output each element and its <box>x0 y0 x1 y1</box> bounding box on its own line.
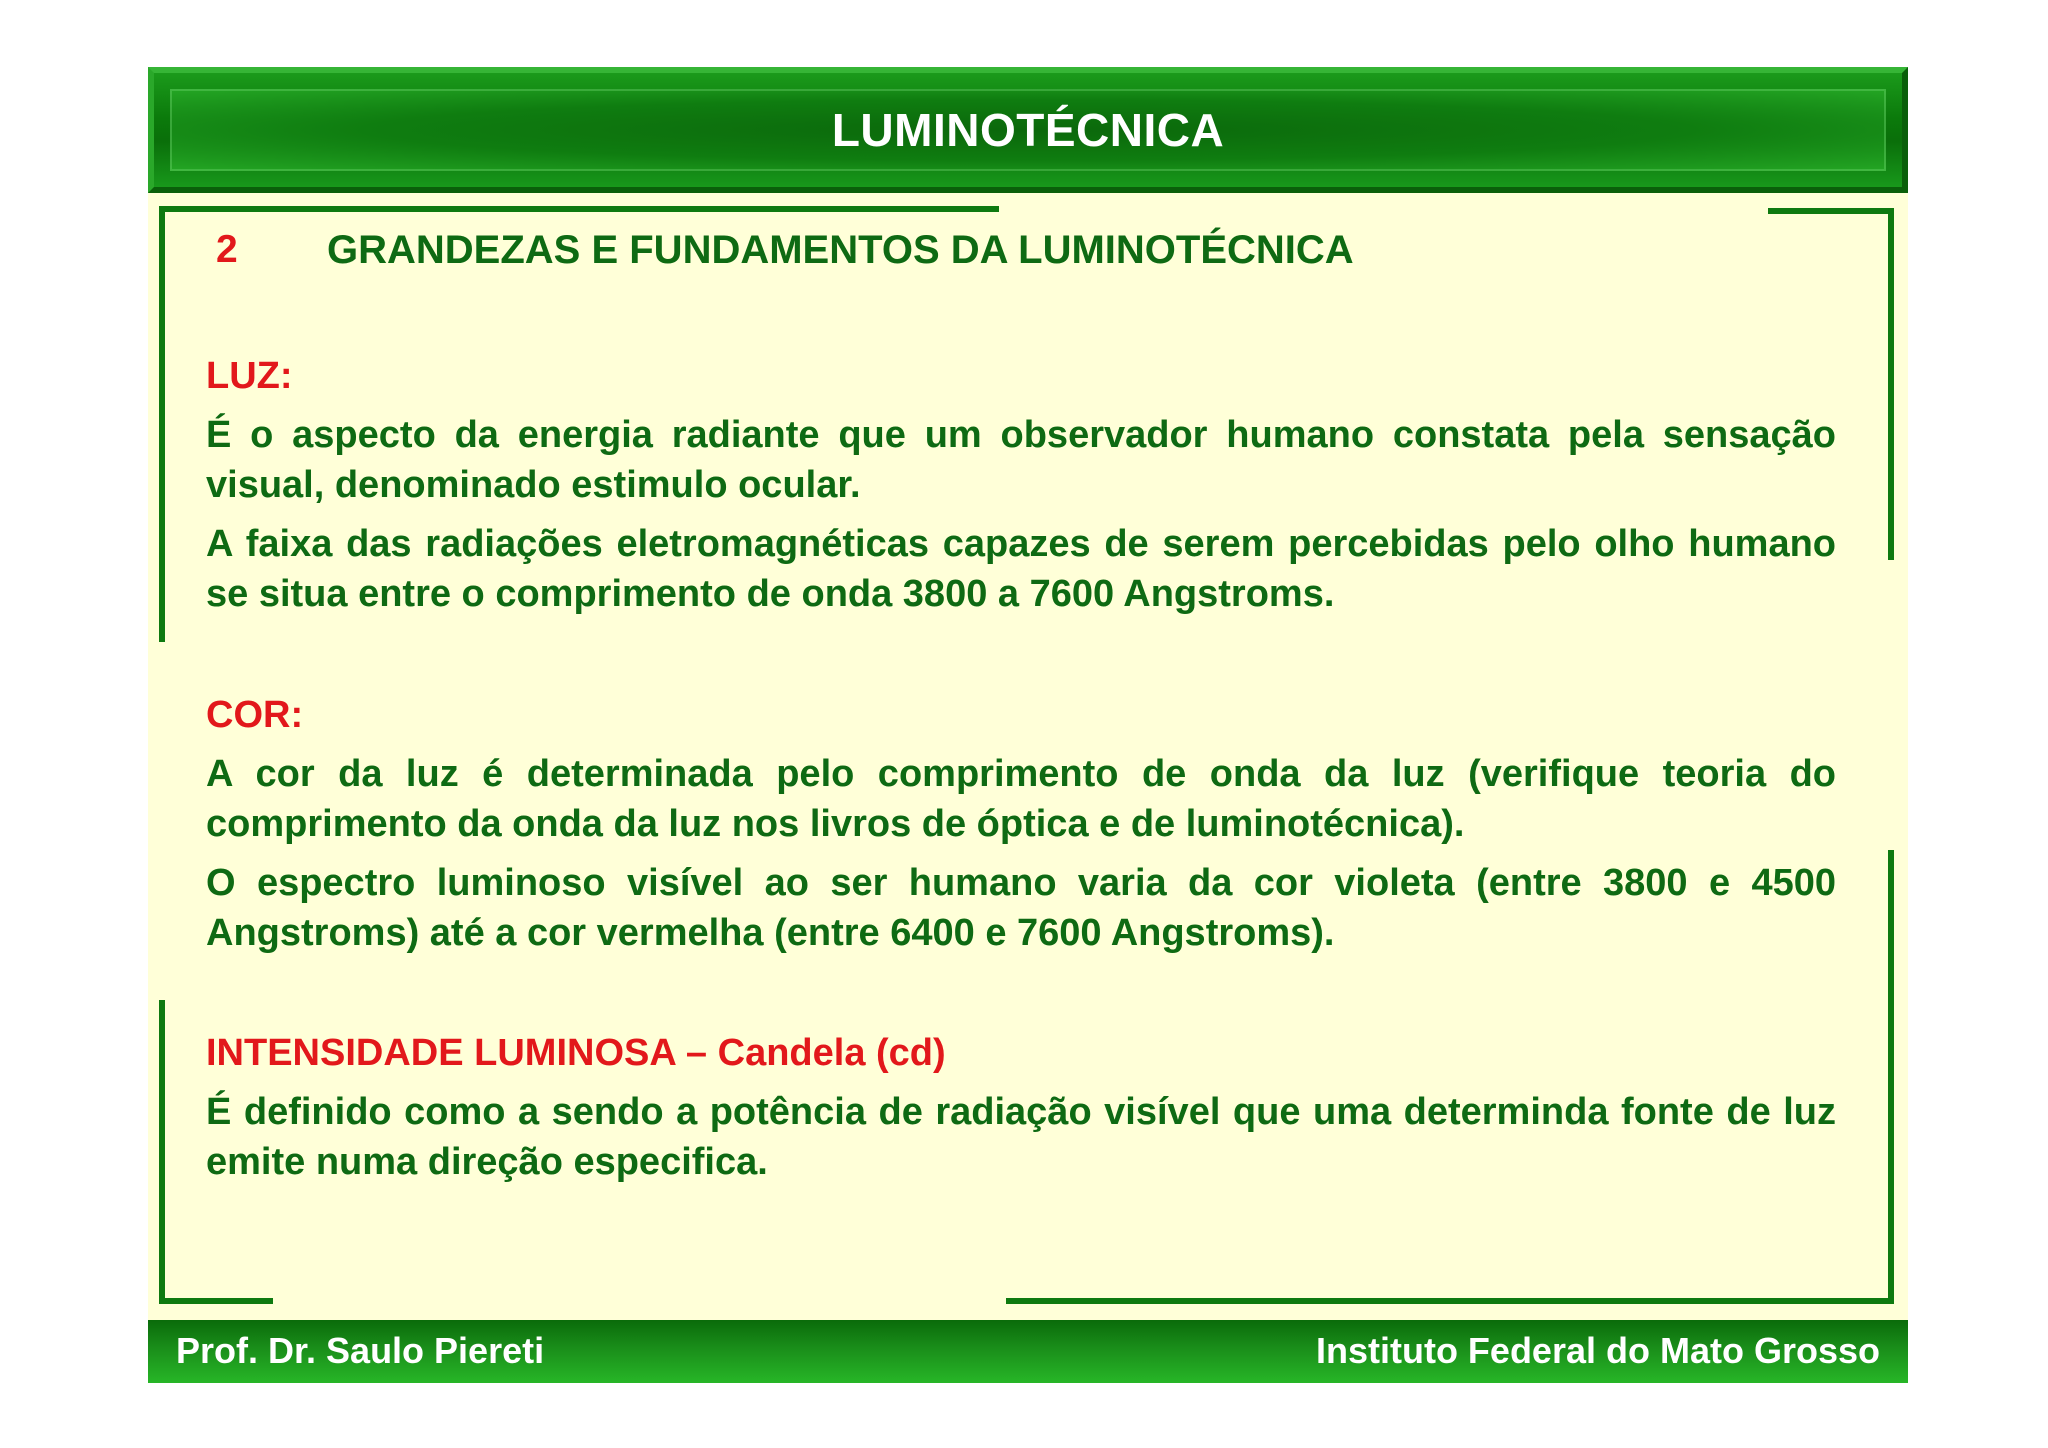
frame-left-upper <box>159 206 165 642</box>
header-panel <box>170 89 1886 171</box>
cor-paragraph-2: O espectro luminoso visível ao ser humano varia da cor violeta (entre 3800 e 4500 Angstroms) até a cor vermelha (entre 6400 e 7600 Angstroms). <box>206 862 1836 954</box>
footer-author: Prof. Dr. Saulo Piereti <box>176 1330 545 1371</box>
footer-institution: Instituto Federal do Mato Grosso <box>1315 1330 1880 1371</box>
frame-right-upper <box>1888 208 1894 560</box>
intensidade-label: INTENSIDADE LUMINOSA – Candela (cd) <box>206 1032 946 1074</box>
footer-bar <box>148 1320 1908 1383</box>
header-bar <box>148 67 1908 193</box>
luz-paragraph-2: A faixa das radiações eletromagnéticas capazes de serem percebidas pelo olho humano se situa entre o comprimento de onda 3800 a 7600 Angstroms. <box>206 523 1836 615</box>
intensidade-paragraph: É definido como a sendo a potência de radiação visível que uma determinda fonte de luz emite numa direção especifica. <box>206 1091 1836 1183</box>
luz-label: LUZ: <box>206 355 293 397</box>
luz-paragraph-1: É o aspecto da energia radiante que um observador humano constata pela sensação visual, denominado estimulo ocular. <box>206 414 1836 506</box>
slide-title: LUMINOTÉCNICA <box>831 104 1225 156</box>
frame-top-right <box>1768 208 1894 214</box>
section-heading: GRANDEZAS E FUNDAMENTOS DA LUMINOTÉCNICA <box>327 228 1354 272</box>
section-number: 2 <box>216 228 238 271</box>
cor-paragraph-1: A cor da luz é determinada pelo comprimento de onda da luz (verifique teoria do comprimento da onda da luz nos livros de óptica e de luminotécnica). <box>206 753 1836 845</box>
frame-bottom-right <box>1006 1298 1894 1304</box>
cor-label: COR: <box>206 694 304 736</box>
frame-right-lower <box>1888 850 1894 1304</box>
frame-bottom-left <box>159 1298 273 1304</box>
frame-left-lower <box>159 1000 165 1304</box>
frame-top-left <box>159 206 999 212</box>
